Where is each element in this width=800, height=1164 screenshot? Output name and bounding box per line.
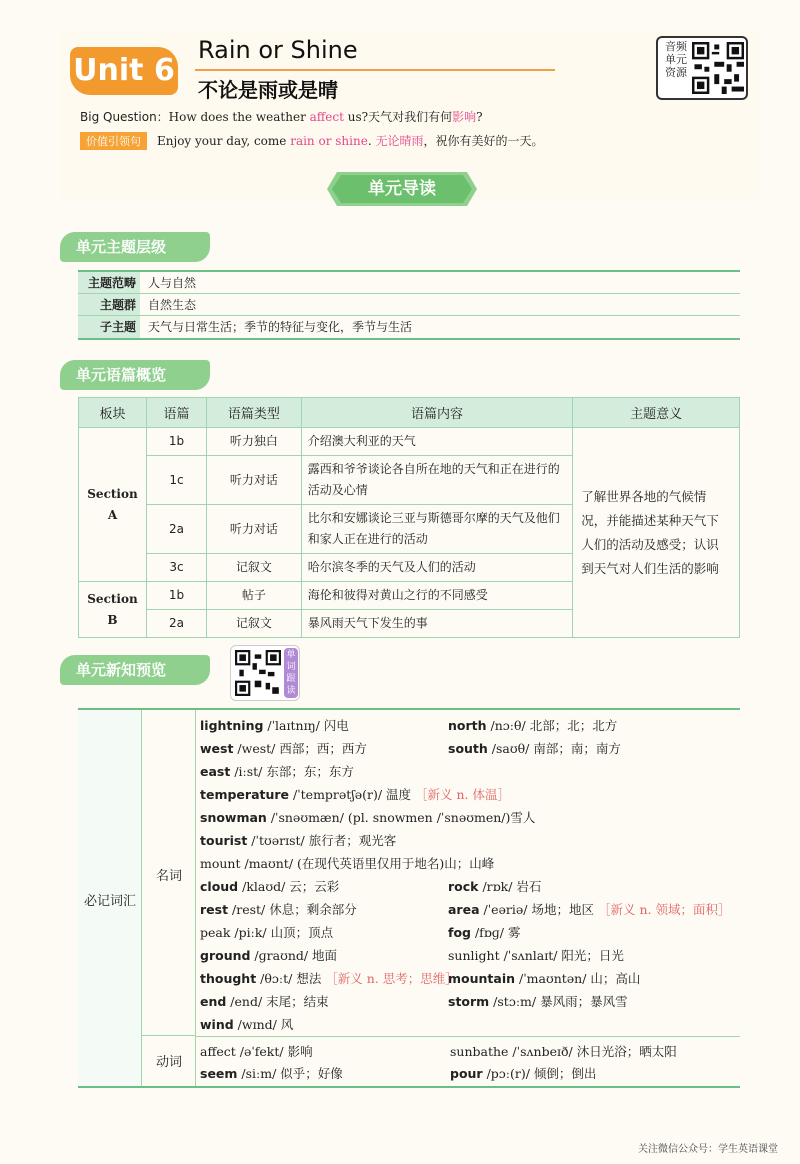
theme-row bbox=[78, 316, 740, 338]
vocab-entry bbox=[200, 739, 367, 759]
content-cell: 露西和爷爷谈论各自所在地的天气和正在进行的活动及心情 bbox=[301, 456, 572, 505]
vocab-new-meaning: ［新义 n. 领域；面积］ bbox=[594, 902, 731, 917]
vocab-entry bbox=[448, 900, 730, 920]
vocab-word: affect bbox=[200, 1044, 236, 1059]
part-cell: 1c bbox=[146, 456, 206, 505]
vocab-entry bbox=[448, 923, 520, 943]
col-header: 板块 bbox=[79, 398, 147, 428]
big-question-highlight-cn: 影响 bbox=[452, 110, 477, 124]
vocab-category: 必记词汇 bbox=[83, 894, 136, 909]
vocab-entry bbox=[200, 762, 354, 782]
content-cell: 介绍澳大利亚的天气 bbox=[301, 428, 572, 456]
big-question-label: Big Question： bbox=[80, 110, 169, 124]
vocabulary-table bbox=[78, 708, 740, 1088]
type-cell: 听力对话 bbox=[206, 505, 301, 554]
big-question bbox=[80, 108, 483, 125]
vocab-category-cell bbox=[78, 710, 142, 1086]
vocab-word: sunlight bbox=[448, 948, 500, 963]
vocab-entry bbox=[448, 716, 617, 736]
vocab-definition: /pɔː(r)/ 倾倒；倒出 bbox=[482, 1066, 597, 1081]
type-cell: 听力独白 bbox=[206, 428, 301, 456]
vocab-word: snowman bbox=[200, 810, 267, 825]
vocab-word: end bbox=[200, 994, 227, 1009]
vocab-word: ground bbox=[200, 948, 251, 963]
section-a-cell: Section A bbox=[79, 428, 147, 582]
vocab-entry bbox=[200, 992, 329, 1012]
theme-key: 主题范畴 bbox=[78, 272, 140, 293]
unit-title-chinese: 不论是雨或是晴 bbox=[198, 78, 338, 102]
vocab-word: storm bbox=[448, 994, 490, 1009]
vocab-entry bbox=[200, 854, 494, 874]
theme-table bbox=[78, 270, 740, 340]
vocab-word: west bbox=[200, 741, 234, 756]
value-text-3: ，祝你有美好的一天。 bbox=[423, 134, 544, 148]
theme-key: 主题群 bbox=[78, 294, 140, 315]
vocab-definition: /ˈsʌnlaɪt/ 阳光；日光 bbox=[499, 948, 624, 963]
vocab-definition: /saʊθ/ 南部；南；南方 bbox=[487, 741, 621, 756]
content-cell: 哈尔滨冬季的天气及人们的活动 bbox=[301, 554, 572, 582]
theme-value: 人与自然 bbox=[148, 276, 197, 290]
vocab-definition: /ˈtemprətʃə(r)/ 温度 bbox=[289, 787, 412, 802]
part-cell: 1b bbox=[146, 582, 206, 610]
part-cell: 1b bbox=[146, 428, 206, 456]
content-cell: 比尔和安娜谈论三亚与斯德哥尔摩的天气及他们和家人正在进行的活动 bbox=[301, 505, 572, 554]
col-header: 语篇类型 bbox=[206, 398, 301, 428]
section-b-cell: Section B bbox=[79, 582, 147, 638]
vocab-word: south bbox=[448, 741, 488, 756]
unit-badge: Unit 6 bbox=[70, 47, 178, 95]
verb-cell bbox=[142, 1036, 196, 1086]
title-divider bbox=[195, 69, 555, 71]
section-theme-header bbox=[60, 232, 220, 262]
value-highlight: rain or shine bbox=[290, 134, 368, 148]
vocab-definition: /fɒɡ/ 雾 bbox=[470, 925, 521, 940]
word-reading-label: 单词跟读 bbox=[284, 648, 298, 698]
overview-table bbox=[78, 397, 740, 638]
word-reading-qr[interactable] bbox=[230, 645, 300, 701]
vocab-entry bbox=[200, 946, 337, 966]
vocab-entry bbox=[450, 1042, 677, 1062]
vocab-entry bbox=[200, 900, 357, 920]
vocab-definition: /stɔːm/ 暴风雨；暴风雪 bbox=[489, 994, 628, 1009]
unit-guide-banner bbox=[327, 172, 477, 206]
vocab-definition: /klaʊd/ 云；云彩 bbox=[238, 879, 340, 894]
vocab-definition: /end/ 末尾；结束 bbox=[226, 994, 329, 1009]
big-question-text-2: us?天气对我们有何 bbox=[343, 110, 453, 124]
unit-title-english: Rain or Shine bbox=[198, 36, 358, 64]
vocab-word: wind bbox=[200, 1017, 234, 1032]
part-cell: 3c bbox=[146, 554, 206, 582]
vocab-word: area bbox=[448, 902, 480, 917]
vocab-definition: /piːk/ 山顶；顶点 bbox=[230, 925, 334, 940]
vocab-entry bbox=[200, 808, 535, 828]
vocab-entry bbox=[448, 946, 624, 966]
vocab-definition: /rɒk/ 岩石 bbox=[478, 879, 542, 894]
vocab-word: fog bbox=[448, 925, 471, 940]
noun-label: 名词 bbox=[155, 869, 182, 884]
vocab-entry bbox=[200, 923, 333, 943]
theme-value: 自然生态 bbox=[148, 298, 197, 312]
overview-header-row bbox=[79, 398, 740, 428]
vocab-entry bbox=[200, 1042, 313, 1062]
vocab-entry bbox=[200, 716, 349, 736]
section-preview-header bbox=[60, 655, 220, 685]
divider bbox=[196, 1036, 740, 1037]
vocab-word: sunbathe bbox=[450, 1044, 509, 1059]
vocab-word: thought bbox=[200, 971, 257, 986]
type-cell: 听力对话 bbox=[206, 456, 301, 505]
vocab-word: seem bbox=[200, 1066, 238, 1081]
vocab-word: pour bbox=[450, 1066, 483, 1081]
part-cell: 2a bbox=[146, 610, 206, 638]
qr-label: 音频单元资源 bbox=[665, 40, 687, 79]
vocab-definition: /iːst/ 东部；东；东方 bbox=[230, 764, 354, 779]
vocab-entry bbox=[448, 739, 621, 759]
vocab-new-meaning: ［新义 n. 体温］ bbox=[411, 787, 510, 802]
vocab-word: rest bbox=[200, 902, 229, 917]
vocab-definition: /θɔːt/ 想法 bbox=[256, 971, 322, 986]
theme-row bbox=[78, 294, 740, 316]
vocab-definition: /əˈfekt/ 影响 bbox=[235, 1044, 313, 1059]
col-header: 语篇内容 bbox=[301, 398, 572, 428]
type-cell: 记叙文 bbox=[206, 554, 301, 582]
value-sentence bbox=[80, 132, 543, 150]
value-highlight-cn: 无论晴雨 bbox=[375, 134, 424, 148]
value-tag: 价值引领句 bbox=[80, 132, 147, 150]
vocab-definition: /west/ 西部；西；西方 bbox=[233, 741, 367, 756]
vocab-new-meaning: ［新义 n. 思考；思维］ bbox=[321, 971, 458, 986]
table-row bbox=[79, 428, 740, 456]
vocab-word: east bbox=[200, 764, 231, 779]
value-text-2: . bbox=[367, 134, 376, 148]
big-question-text-3: ? bbox=[476, 110, 483, 124]
vocab-word: mount bbox=[200, 856, 241, 871]
big-question-text-1: How does the weather bbox=[168, 110, 310, 124]
vocab-entry bbox=[200, 969, 458, 989]
vocab-word: tourist bbox=[200, 833, 248, 848]
vocab-entry bbox=[200, 785, 510, 805]
vocab-entry bbox=[450, 1064, 596, 1084]
part-cell: 2a bbox=[146, 505, 206, 554]
vocab-entry bbox=[200, 877, 339, 897]
col-header: 主题意义 bbox=[573, 398, 740, 428]
theme-value: 天气与日常生活；季节的特征与变化，季节与生活 bbox=[148, 320, 413, 334]
vocab-definition: /maʊnt/ (在现代英语里仅用于地名)山；山峰 bbox=[240, 856, 495, 871]
content-cell: 暴风雨天气下发生的事 bbox=[301, 610, 572, 638]
vocab-word: north bbox=[448, 718, 487, 733]
vocab-entry bbox=[448, 877, 541, 897]
footer-text: 关注微信公众号：学生英语课堂 bbox=[638, 1144, 778, 1155]
section-overview-header bbox=[60, 360, 220, 390]
vocab-definition: /rest/ 休息；剩余部分 bbox=[228, 902, 357, 917]
section-preview-title: 单元新知预览 bbox=[60, 655, 210, 685]
col-header: 语篇 bbox=[146, 398, 206, 428]
vocab-definition: /siːm/ 似乎；好像 bbox=[237, 1066, 343, 1081]
audio-resource-qr[interactable] bbox=[656, 36, 748, 100]
vocab-definition: /ɡraʊnd/ 地面 bbox=[250, 948, 338, 963]
vocab-definition: /ˈsnəʊmæn/ (pl. snowmen /ˈsnəʊmen/)雪人 bbox=[266, 810, 536, 825]
vocab-definition: /ˈtʊərɪst/ 旅行者；观光客 bbox=[247, 833, 397, 848]
section-theme-title: 单元主题层级 bbox=[60, 232, 210, 262]
vocab-definition: /wɪnd/ 风 bbox=[233, 1017, 294, 1032]
vocab-entry bbox=[200, 1064, 343, 1084]
qr-code-icon bbox=[235, 650, 281, 696]
vocab-entry bbox=[448, 969, 640, 989]
content-cell: 海伦和彼得对黄山之行的不同感受 bbox=[301, 582, 572, 610]
vocab-word: peak bbox=[200, 925, 231, 940]
value-text-1: Enjoy your day, come bbox=[157, 134, 291, 148]
verb-label: 动词 bbox=[155, 1055, 182, 1070]
vocab-word: temperature bbox=[200, 787, 290, 802]
vocab-word: mountain bbox=[448, 971, 516, 986]
vocab-word: rock bbox=[448, 879, 479, 894]
vocab-definition: /ˈlaɪtnɪŋ/ 闪电 bbox=[263, 718, 349, 733]
theme-key: 子主题 bbox=[78, 316, 140, 338]
vocab-entry bbox=[200, 831, 396, 851]
type-cell: 帖子 bbox=[206, 582, 301, 610]
noun-cell bbox=[142, 710, 196, 1036]
qr-code-icon bbox=[692, 42, 744, 94]
vocab-word: cloud bbox=[200, 879, 239, 894]
section-overview-title: 单元语篇概览 bbox=[60, 360, 210, 390]
vocab-definition: /ˈeəriə/ 场地；地区 bbox=[479, 902, 594, 917]
vocab-definition: /ˈmaʊntən/ 山；高山 bbox=[515, 971, 641, 986]
big-question-highlight: affect bbox=[309, 110, 344, 124]
vocab-definition: /nɔːθ/ 北部；北；北方 bbox=[486, 718, 618, 733]
vocab-definition: /ˈsʌnbeɪð/ 沐日光浴；晒太阳 bbox=[508, 1044, 677, 1059]
vocab-entry bbox=[448, 992, 628, 1012]
type-cell: 记叙文 bbox=[206, 610, 301, 638]
vocab-entry bbox=[200, 1015, 293, 1035]
vocab-word: lightning bbox=[200, 718, 264, 733]
meaning-cell: 了解世界各地的气候情况，并能描述某种天气下人们的活动及感受；认识到天气对人们生活的影响 bbox=[573, 428, 740, 638]
theme-row bbox=[78, 272, 740, 294]
banner-text: 单元导读 bbox=[368, 179, 436, 199]
